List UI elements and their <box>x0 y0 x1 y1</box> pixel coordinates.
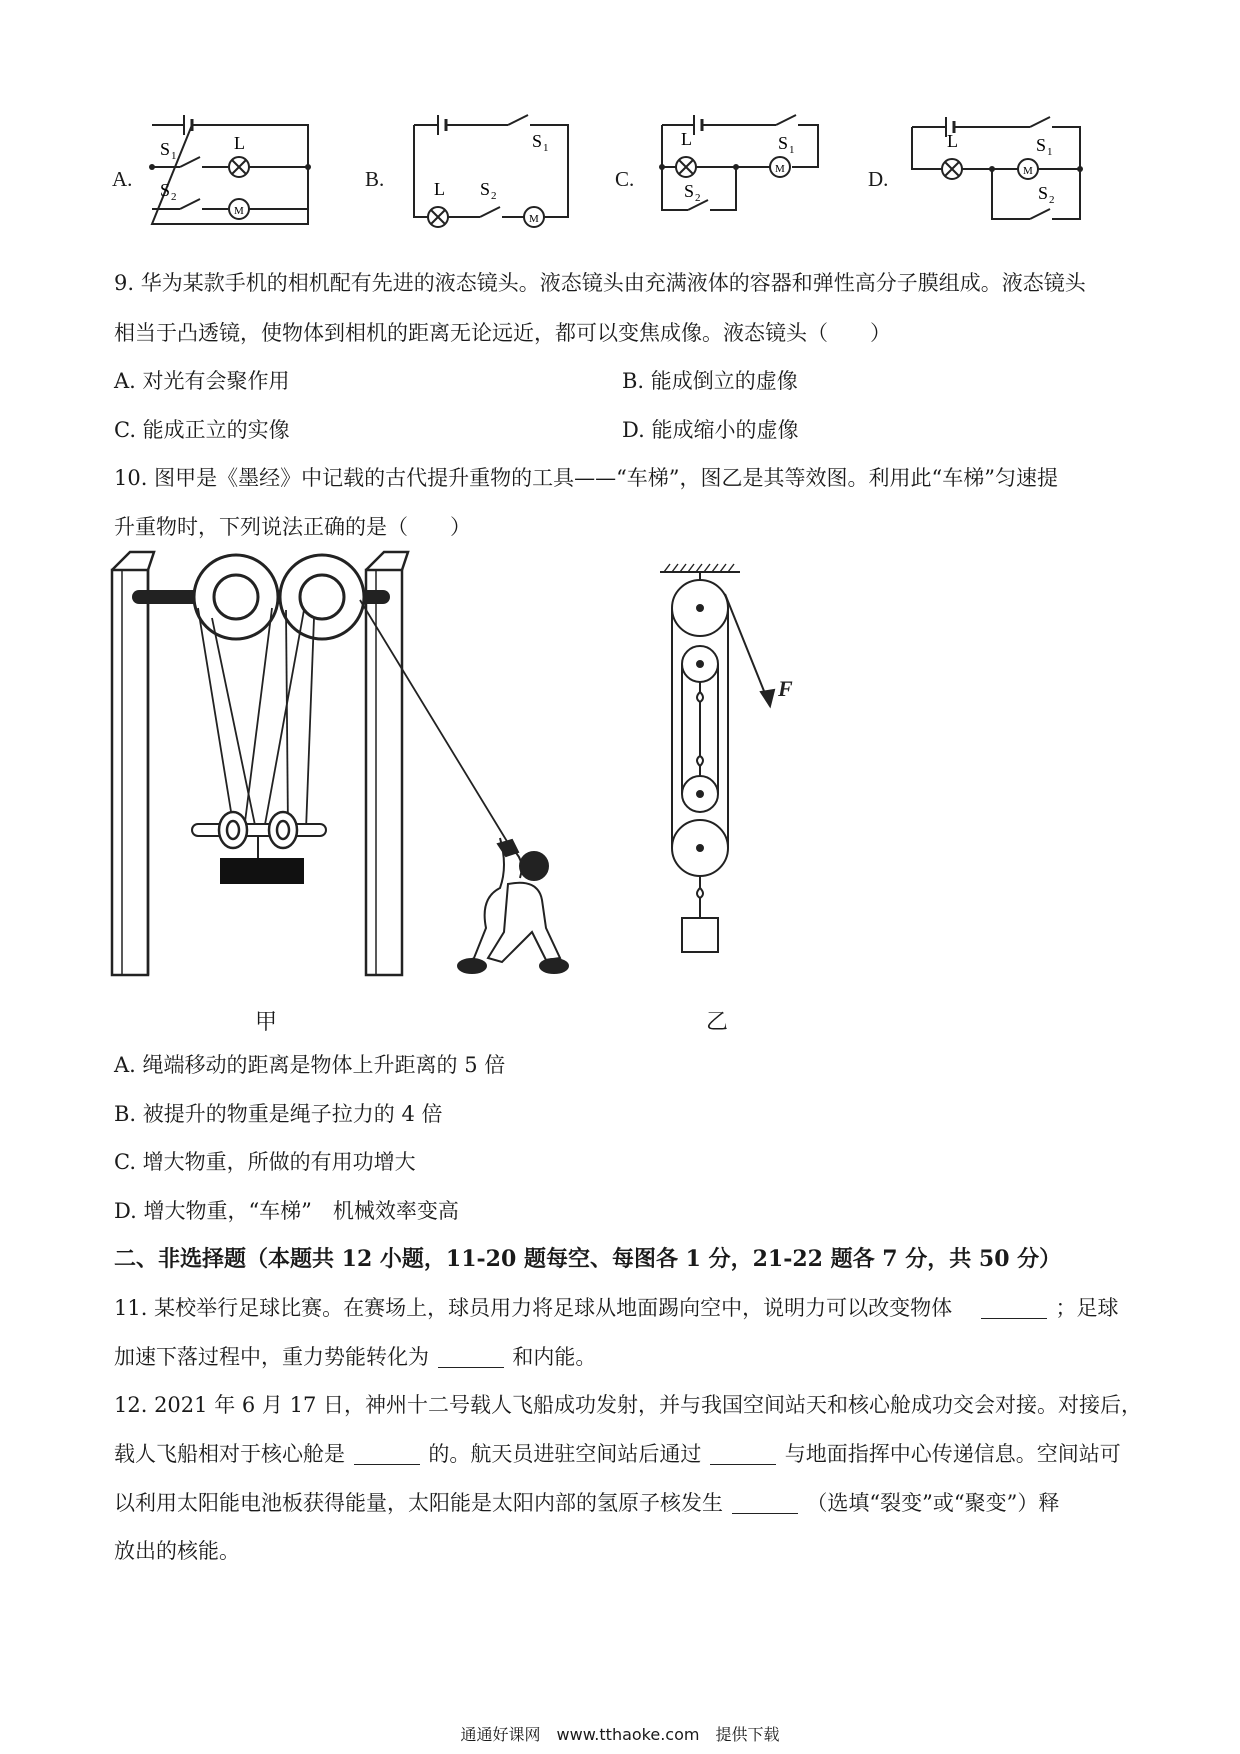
svg-text:S: S <box>480 179 491 199</box>
svg-text:L: L <box>434 179 445 199</box>
figure-yi-pulley-diagram <box>640 558 800 978</box>
option-c-letter: C. <box>615 167 635 191</box>
q10-option-c: C. 增大物重，所做的有用功增大 <box>114 1150 416 1174</box>
force-label: F <box>778 676 793 701</box>
q10-stem-line2: 升重物时，下列说法正确的是（ ） <box>114 515 471 539</box>
svg-text:L: L <box>681 129 692 149</box>
svg-text:S: S <box>160 180 171 200</box>
q12-line2 <box>114 1439 1121 1469</box>
q10-option-a: A. 绳端移动的距离是物体上升距离的 5 倍 <box>114 1053 506 1077</box>
footer-source: 通通好课网 www.tthaoke.com 提供下载 <box>460 1725 780 1744</box>
option-a-letter: A. <box>112 167 133 191</box>
svg-text:M: M <box>529 213 539 225</box>
svg-text:S: S <box>1036 135 1047 155</box>
svg-text:S: S <box>684 181 695 201</box>
svg-text:1: 1 <box>789 144 795 156</box>
svg-text:2: 2 <box>1049 194 1055 206</box>
circuit-b-diagram <box>398 107 578 232</box>
circuit-d-diagram <box>900 107 1100 235</box>
svg-text:S: S <box>778 133 789 153</box>
q10-stem-line1: 10. 图甲是《墨经》中记载的古代提升重物的工具——“车梯”，图乙是其等效图。利用此“车梯”匀速提 <box>114 466 1059 490</box>
q12-text-c: 与地面指挥中心传递信息。空间站可 <box>784 1442 1121 1466</box>
q9-stem-line2: 相当于凸透镜，使物体到相机的距离无论远近，都可以变焦成像。液态镜头（ ） <box>114 321 891 345</box>
q11-blank-2 <box>438 1345 504 1368</box>
svg-text:L: L <box>947 131 958 151</box>
q12-blank-3 <box>732 1491 798 1514</box>
circuit-c-diagram <box>650 105 830 230</box>
q9-option-c: C. 能成正立的实像 <box>114 418 290 442</box>
option-b-letter: B. <box>365 167 385 191</box>
q12-blank-1 <box>354 1442 420 1465</box>
q12-text-e: （选填“裂变”或“聚变”）释 <box>806 1491 1060 1515</box>
q9-option-b: B. 能成倒立的虚像 <box>622 369 798 393</box>
q12-line4: 放出的核能。 <box>114 1539 240 1563</box>
svg-text:1: 1 <box>1047 146 1053 158</box>
circuit-a-diagram <box>140 107 315 232</box>
q11-text-d: 和内能。 <box>512 1345 597 1369</box>
figure-jia-label: 甲 <box>255 1010 278 1035</box>
figure-yi-label: 乙 <box>706 1010 729 1035</box>
q11-text-b: ；足球 <box>1055 1296 1119 1320</box>
q9-option-d: D. 能成缩小的虚像 <box>622 418 799 442</box>
q11-text-a: 11. 某校举行足球比赛。在赛场上，球员用力将足球从地面踢向空中，说明力可以改变物体 <box>114 1296 953 1320</box>
svg-text:L: L <box>234 133 245 153</box>
q10-option-d: D. 增大物重，“车梯” 机械效率变高 <box>114 1199 459 1223</box>
svg-text:S: S <box>532 131 543 151</box>
q10-option-b: B. 被提升的物重是绳子拉力的 4 倍 <box>114 1102 443 1126</box>
q12-text-d: 以利用太阳能电池板获得能量，太阳能是太阳内部的氢原子核发生 <box>114 1491 723 1515</box>
svg-text:1: 1 <box>171 150 177 162</box>
q9-stem-line1: 9. 华为某款手机的相机配有先进的液态镜头。液态镜头由充满液体的容器和弹性高分子膜组成。液态镜头 <box>114 271 1086 295</box>
svg-text:M: M <box>1023 165 1033 177</box>
q11-line1 <box>114 1293 1118 1323</box>
q12-blank-2 <box>710 1442 776 1465</box>
section2-heading: 二、非选择题（本题共 12 小题，11-20 题每空、每图各 1 分，21-22 题各 7 分，共 50 分） <box>114 1246 1062 1272</box>
q11-text-c: 加速下落过程中，重力势能转化为 <box>114 1345 429 1369</box>
q8-options <box>0 95 1240 245</box>
svg-text:2: 2 <box>695 192 701 204</box>
q11-blank-1 <box>981 1296 1047 1319</box>
q12-line3 <box>114 1488 1059 1518</box>
svg-text:S: S <box>160 139 171 159</box>
option-d-letter: D. <box>868 167 889 191</box>
q11-line2 <box>114 1342 596 1372</box>
svg-text:1: 1 <box>543 142 549 154</box>
q12-text-b: 的。航天员进驻空间站后通过 <box>428 1442 702 1466</box>
svg-text:2: 2 <box>171 191 177 203</box>
q12-text-a: 载人飞船相对于核心舱是 <box>114 1442 345 1466</box>
motor-label: M <box>234 205 244 217</box>
q9-option-a: A. 对光有会聚作用 <box>114 369 290 393</box>
svg-text:S: S <box>1038 183 1049 203</box>
svg-text:M: M <box>775 163 785 175</box>
figure-jia-chariot-ladder <box>108 548 578 998</box>
q12-line1: 12. 2021 年 6 月 17 日，神州十二号载人飞船成功发射，并与我国空间站天和核心舱成功交会对接。对接后， <box>114 1393 1142 1417</box>
svg-text:2: 2 <box>491 190 497 202</box>
